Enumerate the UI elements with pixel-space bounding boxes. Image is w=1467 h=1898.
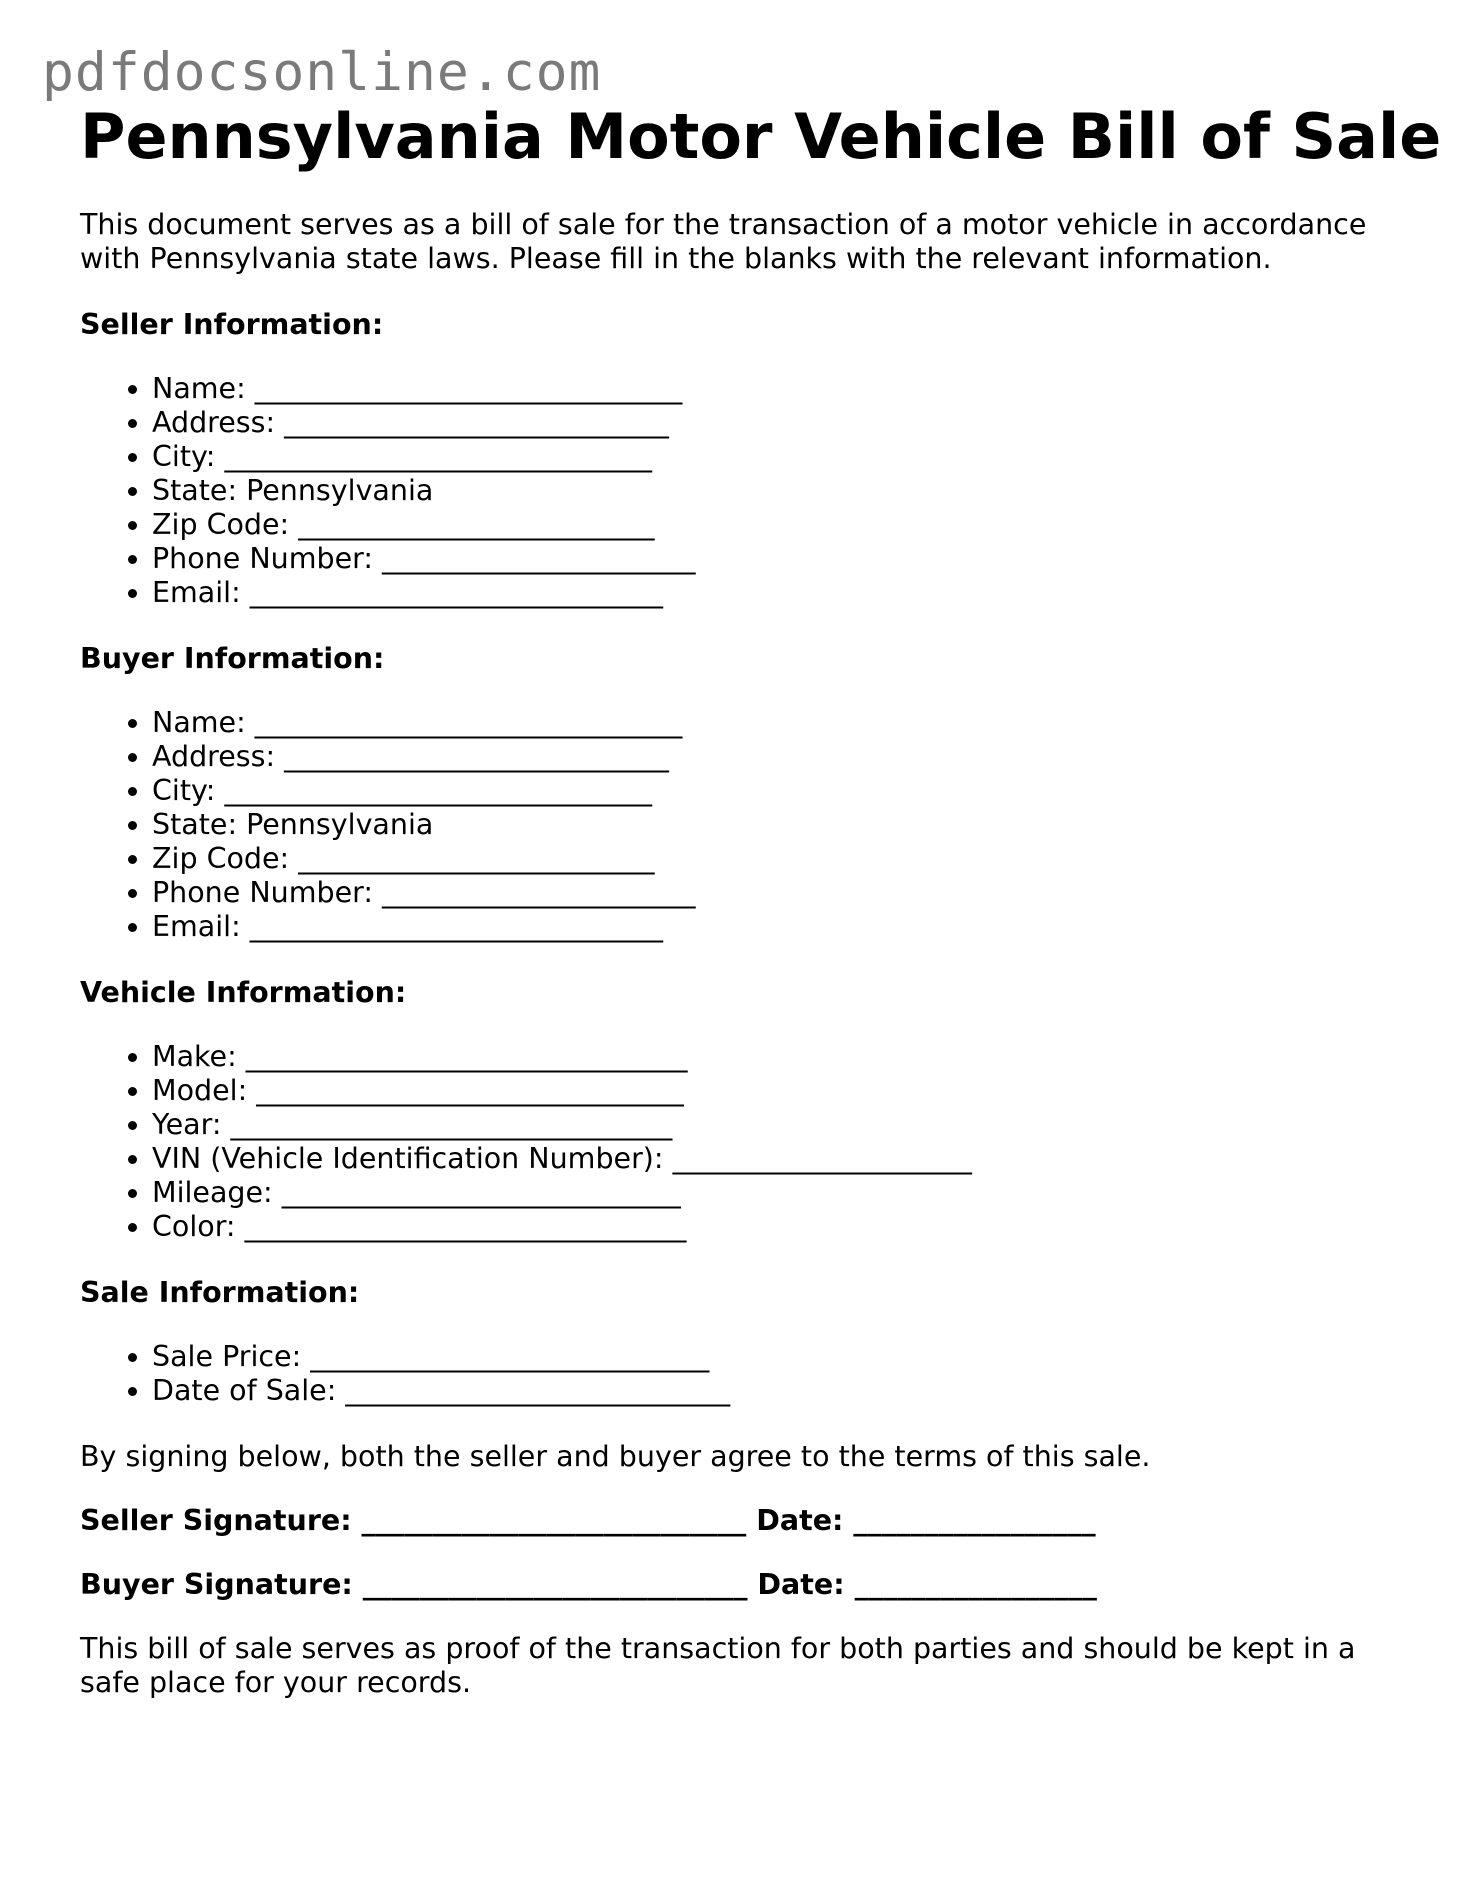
seller-zip-field: • Zip Code: _________________________ <box>152 508 1410 542</box>
document-page <box>80 100 1442 1700</box>
buyer-address-field: • Address: ___________________________ <box>152 740 1410 774</box>
buyer-email-field: • Email: _____________________________ <box>152 910 1410 944</box>
seller-address-field: • Address: ___________________________ <box>152 406 1410 440</box>
agreement-statement: By signing below, both the seller and buyer agree to the terms of this sale. <box>80 1440 1151 1474</box>
buyer-zip-field: • Zip Code: _________________________ <box>152 842 1410 876</box>
vehicle-color-field: • Color: _______________________________ <box>152 1210 1410 1244</box>
sale-heading: Sale Information: <box>80 1276 360 1310</box>
document-title: Pennsylvania Motor Vehicle Bill of Sale <box>80 100 1442 173</box>
vehicle-model-field: • Model: ______________________________ <box>152 1074 1410 1108</box>
sale-price-field: • Sale Price: ____________________________ <box>152 1340 1410 1374</box>
seller-city-field: • City: ______________________________ <box>152 440 1410 474</box>
sale-fields <box>80 1340 1410 1408</box>
seller-fields <box>80 372 1410 610</box>
vehicle-vin-field: • VIN (Vehicle Identification Number): _____________________ <box>152 1142 1410 1176</box>
seller-signature-line: Seller Signature: ___________________________ Date: _________________ <box>80 1504 1096 1538</box>
vehicle-mileage-field: • Mileage: ____________________________ <box>152 1176 1410 1210</box>
watermark: pdfdocsonline.com <box>42 42 602 103</box>
intro-paragraph: This document serves as a bill of sale for the transaction of a motor vehicle in accordance with Pennsylvania state laws. Please fill in the blanks with the relevant information. <box>80 208 1367 276</box>
buyer-phone-field: • Phone Number: ______________________ <box>152 876 1410 910</box>
buyer-fields <box>80 706 1410 944</box>
buyer-state-field: • State: Pennsylvania <box>152 808 1410 842</box>
vehicle-year-field: • Year: _______________________________ <box>152 1108 1410 1142</box>
seller-state-field: • State: Pennsylvania <box>152 474 1410 508</box>
buyer-signature-line: Buyer Signature: ___________________________ Date: _________________ <box>80 1568 1097 1602</box>
seller-phone-field: • Phone Number: ______________________ <box>152 542 1410 576</box>
vehicle-heading: Vehicle Information: <box>80 976 407 1010</box>
buyer-heading: Buyer Information: <box>80 642 385 676</box>
vehicle-make-field: • Make: _______________________________ <box>152 1040 1410 1074</box>
seller-name-field: • Name: ______________________________ <box>152 372 1410 406</box>
vehicle-fields <box>80 1040 1410 1244</box>
seller-heading: Seller Information: <box>80 308 384 342</box>
closing-paragraph: This bill of sale serves as proof of the transaction for both parties and should be kept in a safe place for your records. <box>80 1632 1356 1700</box>
sale-date-field: • Date of Sale: ___________________________ <box>152 1374 1410 1408</box>
buyer-city-field: • City: ______________________________ <box>152 774 1410 808</box>
seller-email-field: • Email: _____________________________ <box>152 576 1410 610</box>
buyer-name-field: • Name: ______________________________ <box>152 706 1410 740</box>
